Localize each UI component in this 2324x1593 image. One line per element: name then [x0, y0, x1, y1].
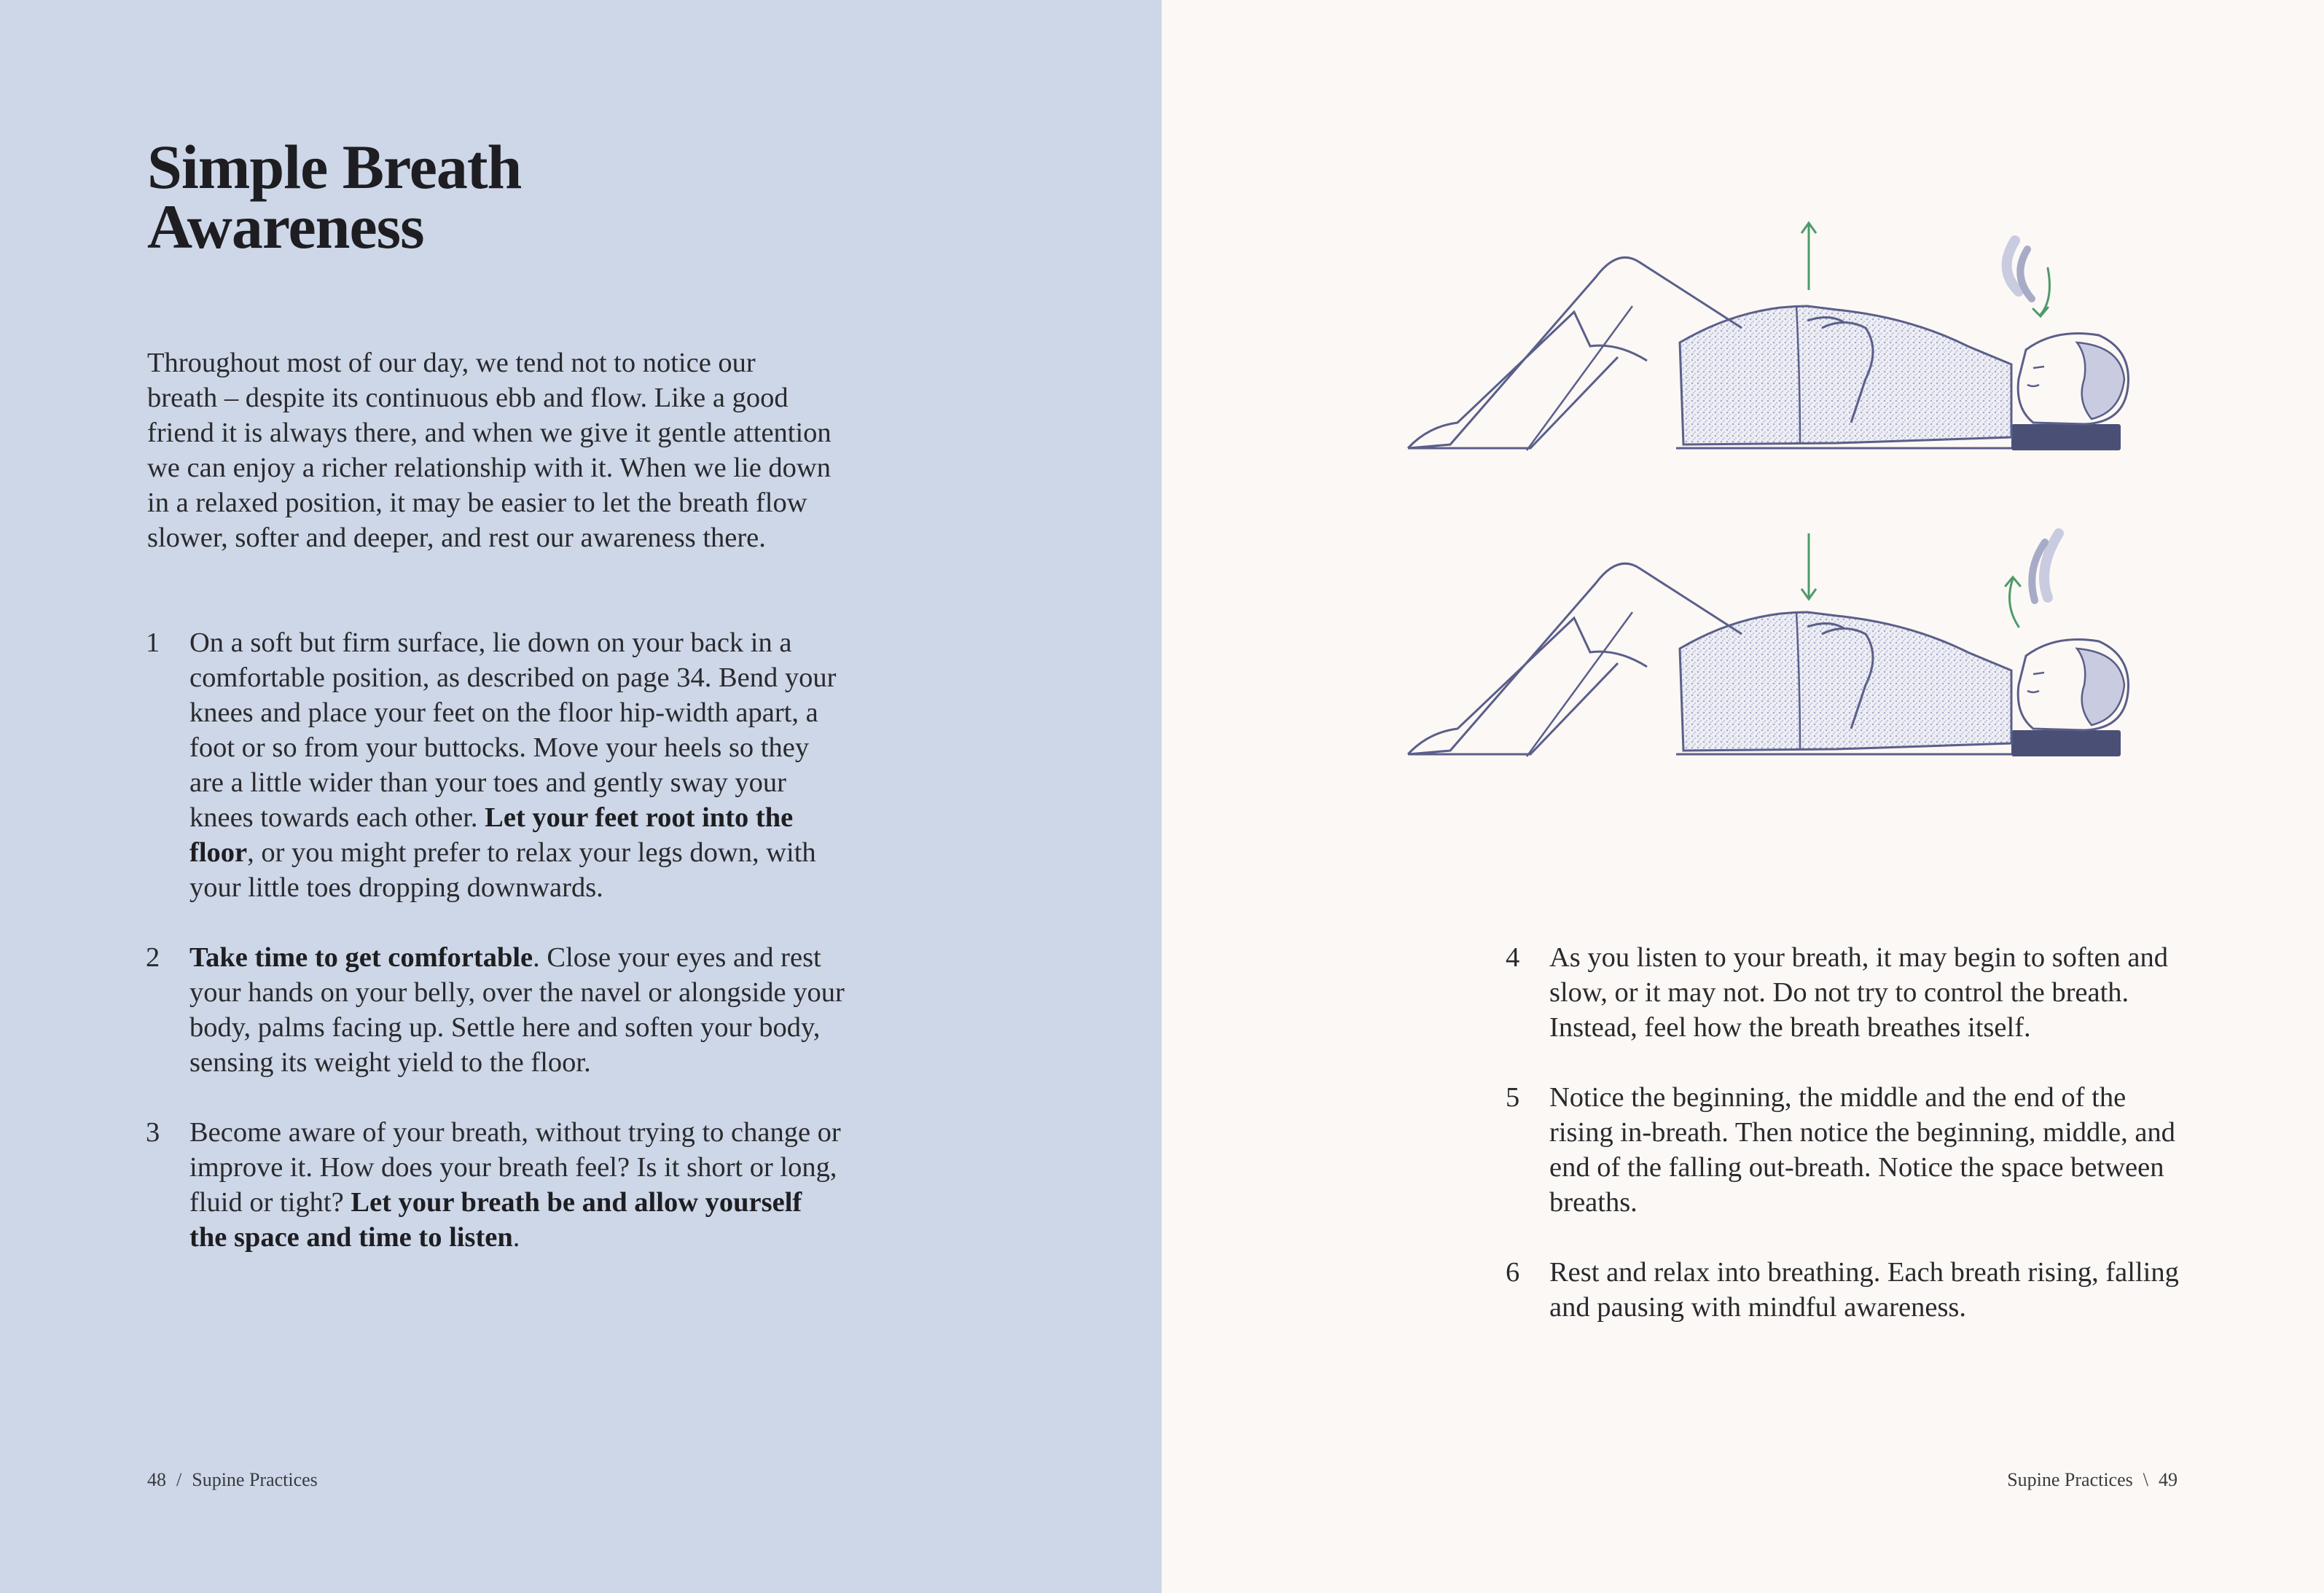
step-text: . Close your eyes and rest your hands on your belly, over the navel or alongside your body, palms facing up. Settle here and soften your body, sensing its weight yield to the floor.: [189, 942, 845, 1078]
step-number: 6: [1506, 1257, 1520, 1288]
step-text: .: [512, 1222, 520, 1253]
belly-rise-arrow-icon: [1801, 223, 1816, 290]
intro-paragraph: Throughout most of our day, we tend not to notice our breath – despite its continuous ebb and flow. Like a good friend it is always there, and when we give it gentle attention we can enjoy a richer relationship with it. When we lie down in a relaxed position, it may be easier to let the breath flow slower, softer and deeper, and rest our awareness there.: [147, 348, 832, 553]
belly-fall-arrow-icon: [1801, 533, 1816, 599]
step-emphasis: Let your breath be and allow yourself the space and time to listen: [189, 1187, 802, 1253]
step-text: As you listen to your breath, it may begin to soften and slow, or it may not. Do not try to control the breath. Instead, feel how the breath breathes itself.: [1549, 942, 2168, 1043]
page-number: 49: [2159, 1469, 2178, 1490]
step-text: Rest and relax into breathing. Each breath rising, falling and pausing with mindful awareness.: [1549, 1257, 2179, 1323]
step-text: Notice the beginning, the middle and the end of the rising in-breath. Then notice the beginning, middle, and end of the falling out-breath. Notice the space between breaths.: [1549, 1082, 2175, 1218]
footer-separator: \: [2143, 1469, 2148, 1490]
step-text: , or you might prefer to relax your legs down, with your little toes dropping downwards.: [189, 837, 816, 903]
footer-left: [147, 1469, 318, 1491]
exhale-air-icon: [2006, 533, 2059, 627]
steps-list-right: [1506, 940, 2183, 1360]
breath-illustration: [1399, 160, 2143, 772]
step-2: [146, 940, 845, 1080]
step-emphasis: Take time to get comfortable: [189, 942, 533, 973]
step-5: [1506, 1080, 2183, 1220]
step-emphasis: Let your feet root into the floor: [189, 802, 794, 868]
step-4: [1506, 940, 2183, 1045]
step-6: [1506, 1255, 2183, 1325]
title-line-1: Simple Breath: [147, 132, 522, 202]
page-title: [147, 132, 803, 262]
page-number: 48: [147, 1469, 166, 1490]
footer-right: [2007, 1469, 2178, 1491]
step-number: 5: [1506, 1082, 1520, 1113]
step-3: [146, 1115, 845, 1255]
step-text: Become aware of your breath, without trying to change or improve it. How does your breath feel? Is it short or long, fluid or tight?: [189, 1117, 841, 1218]
step-number: 3: [146, 1117, 160, 1148]
step-number: 2: [146, 942, 160, 973]
figure-inhale: [1408, 223, 2129, 450]
step-text: On a soft but firm surface, lie down on your back in a comfortable position, as described on page 34. Bend your knees and place your feet on the floor hip-width apart, a foot or so from your buttocks. Move your heels so they are a little wider than your toes and gently sway your knees towards each other.: [189, 627, 837, 833]
step-1: [146, 625, 845, 905]
section-name: Supine Practices: [2007, 1469, 2133, 1490]
footer-separator: /: [176, 1469, 182, 1490]
title-line-2: Awareness: [147, 192, 424, 262]
section-name: Supine Practices: [192, 1469, 318, 1490]
inhale-air-icon: [2007, 240, 2050, 316]
step-number: 4: [1506, 942, 1520, 973]
steps-list-left: [146, 625, 845, 1290]
step-number: 1: [146, 627, 160, 658]
figure-exhale: [1408, 533, 2129, 756]
